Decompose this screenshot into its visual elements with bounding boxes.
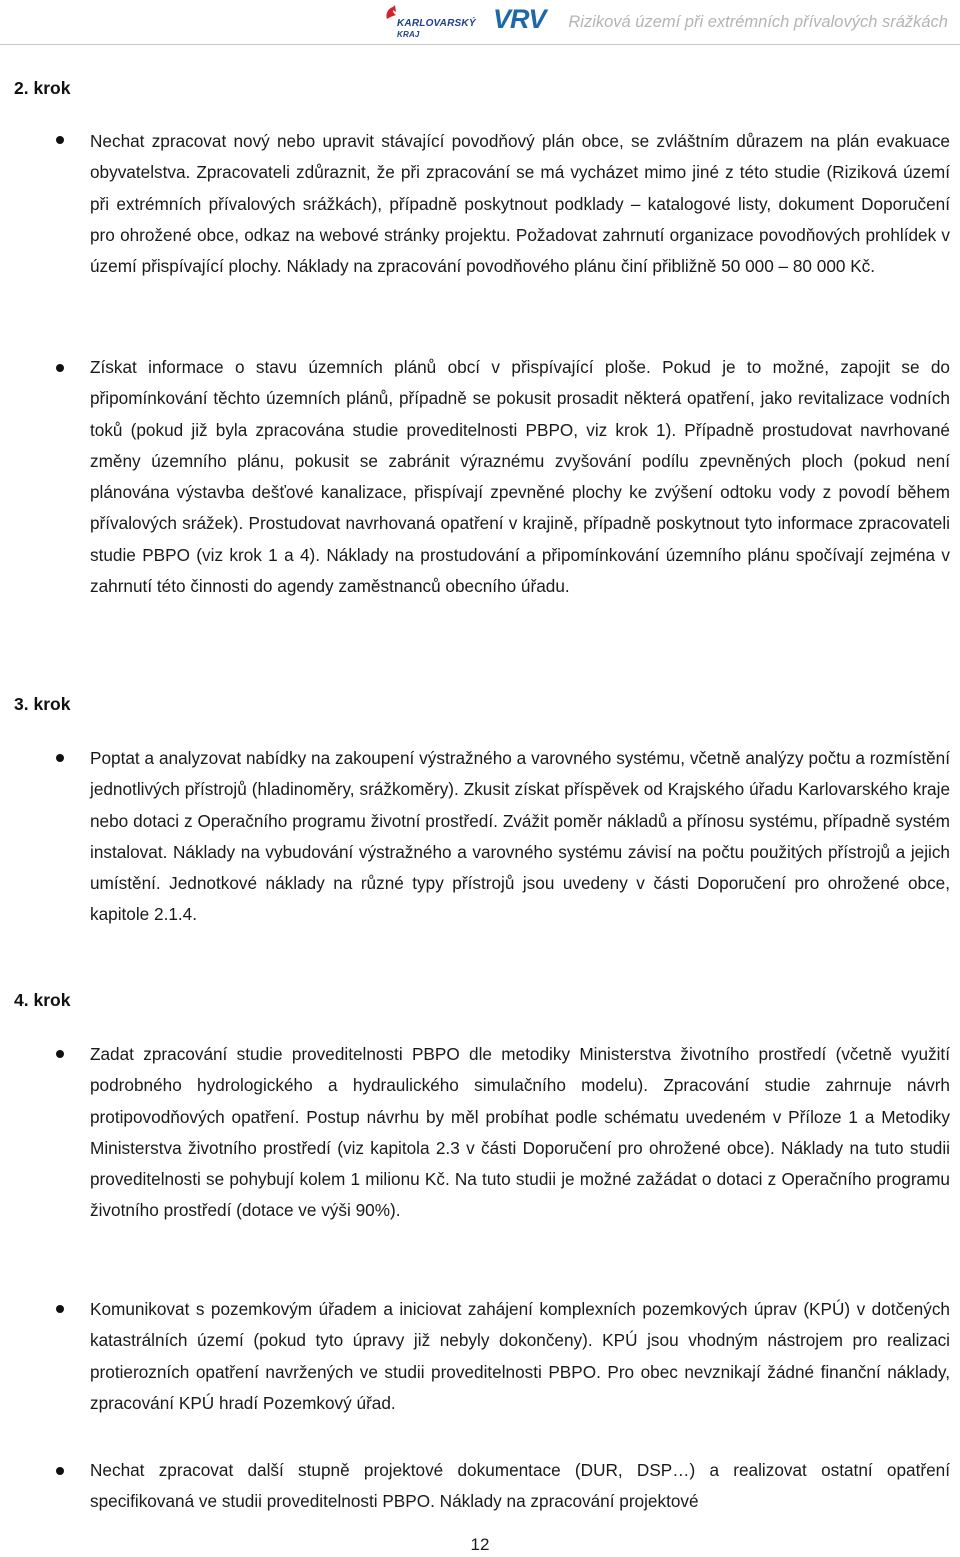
logo-kraj-text: KRAJ: [397, 30, 420, 39]
bullet-icon: [56, 1467, 64, 1475]
bullet-icon: [56, 364, 64, 372]
vrv-logo: [490, 4, 546, 40]
page-number: 12: [470, 1535, 490, 1554]
logo-vrv-text: VRV: [493, 4, 546, 34]
bullet-icon: [56, 754, 64, 762]
section-heading-step-4: 4. krok: [14, 990, 71, 1010]
bullet-icon: [56, 136, 64, 144]
document-running-title: Riziková území při extrémních přívalových srážkách: [568, 13, 948, 31]
paragraph-text: Nechat zpracovat nový nebo upravit stávající povodňový plán obce, se zvláštním důrazem na plán evakuace obyvatelstva. Zpracovateli zdůraznit, že při zpracování se má vycházet mimo jiné z této studie (Riziková území při extrémních přívalových srážkách), případně poskytnout podklady – katalogové listy, dokument Doporučení pro ohrožené obce, odkaz na webové stránky projektu. Požadovat zahrnutí organizace povodňových prohlídek v území přispívající plochy. Náklady na zpracování povodňového plánu činí přibližně 50 000 – 80 000 Kč.: [90, 131, 950, 277]
paragraph-text: Nechat zpracovat další stupně projektové dokumentace (DUR, DSP…) a realizovat ostatní opatření specifikovaná ve studii proveditelnosti PBPO. Náklady na zpracování projektové: [90, 1460, 950, 1512]
header-divider: [0, 44, 960, 45]
logo-karlovarsky-text: KARLOVARSKÝ: [397, 18, 476, 29]
paragraph-text: Zadat zpracování studie proveditelnosti PBPO dle metodiky Ministerstva životního prostředí (včetně využití podrobného hydrologického a hydraulického simulačního modelu). Zpracování studie zahrnuje návrh protipovodňových opatření. Postup návrhu by měl probíhat podle schématu uvedeném v Příloze 1 a Metodiky Ministerstva životního prostředí (viz kapitola 2.3 v části Doporučení pro ohrožené obce). Náklady na tuto studii proveditelnosti se pohybují kolem 1 milionu Kč. Na tuto studii je možné zažádat o dotaci z Operačního programu životního prostředí (dotace ve výši 90%).: [90, 1044, 950, 1221]
bullet-icon: [56, 1050, 64, 1058]
page-header: [0, 0, 960, 48]
paragraph-text: Poptat a analyzovat nabídky na zakoupení výstražného a varovného systému, včetně analýzy počtu a rozmístění jednotlivých přístrojů (hladinoměry, srážkoměry). Zkusit získat příspěvek od Krajského úřadu Karlovarského kraje nebo dotaci z Operačního programu životní prostředí. Zvážit poměr nákladů a přínosu systému, případně systém instalovat. Náklady na vybudování výstražného a varovného systému závisí na počtu použitých přístrojů a jejich umístění. Jednotkové náklady na různé typy přístrojů jsou uvedeny v části Doporučení pro ohrožené obce, kapitole 2.1.4.: [90, 748, 950, 925]
paragraph-text: Komunikovat s pozemkovým úřadem a iniciovat zahájení komplexních pozemkových úprav (KPÚ) v dotčených katastrálních území (pokud tyto úpravy již nebyly dokončeny). KPÚ jsou vhodným nástrojem pro realizaci protierozních opatření navržených ve studii proveditelnosti PBPO. Pro obec nevznikají žádné finanční náklady, zpracování KPÚ hradí Pozemkový úřad.: [90, 1299, 950, 1413]
bullet-icon: [56, 1305, 64, 1313]
karlovarsky-kraj-logo: [381, 5, 476, 41]
section-heading-step-2: 2. krok: [14, 78, 71, 98]
paragraph-text: Získat informace o stavu územních plánů obcí v přispívající ploše. Pokud je to možné, zapojit se do připomínkování těchto územních plánů, případně se pokusit prosadit některá opatření, jako revitalizace vodních toků (pokud již byla zpracována studie proveditelnosti PBPO, viz krok 1). Případně prostudovat navrhované změny územního plánu, pokusit se zabránit výraznému zvyšování podílu zpevněných ploch (pokud není plánována výstavba dešťové kanalizace, přispívají zpevněné plochy ke zvýšení odtoku vody z povodí během přívalových srážek). Prostudovat navrhovaná opatření v krajině, případně poskytnout tyto informace zpracovateli studie PBPO (viz krok 1 a 4). Náklady na prostudování a připomínkování územního plánu spočívají zejména v zahrnutí této činnosti do agendy zaměstnanců obecního úřadu.: [90, 357, 950, 597]
section-heading-step-3: 3. krok: [14, 694, 71, 714]
